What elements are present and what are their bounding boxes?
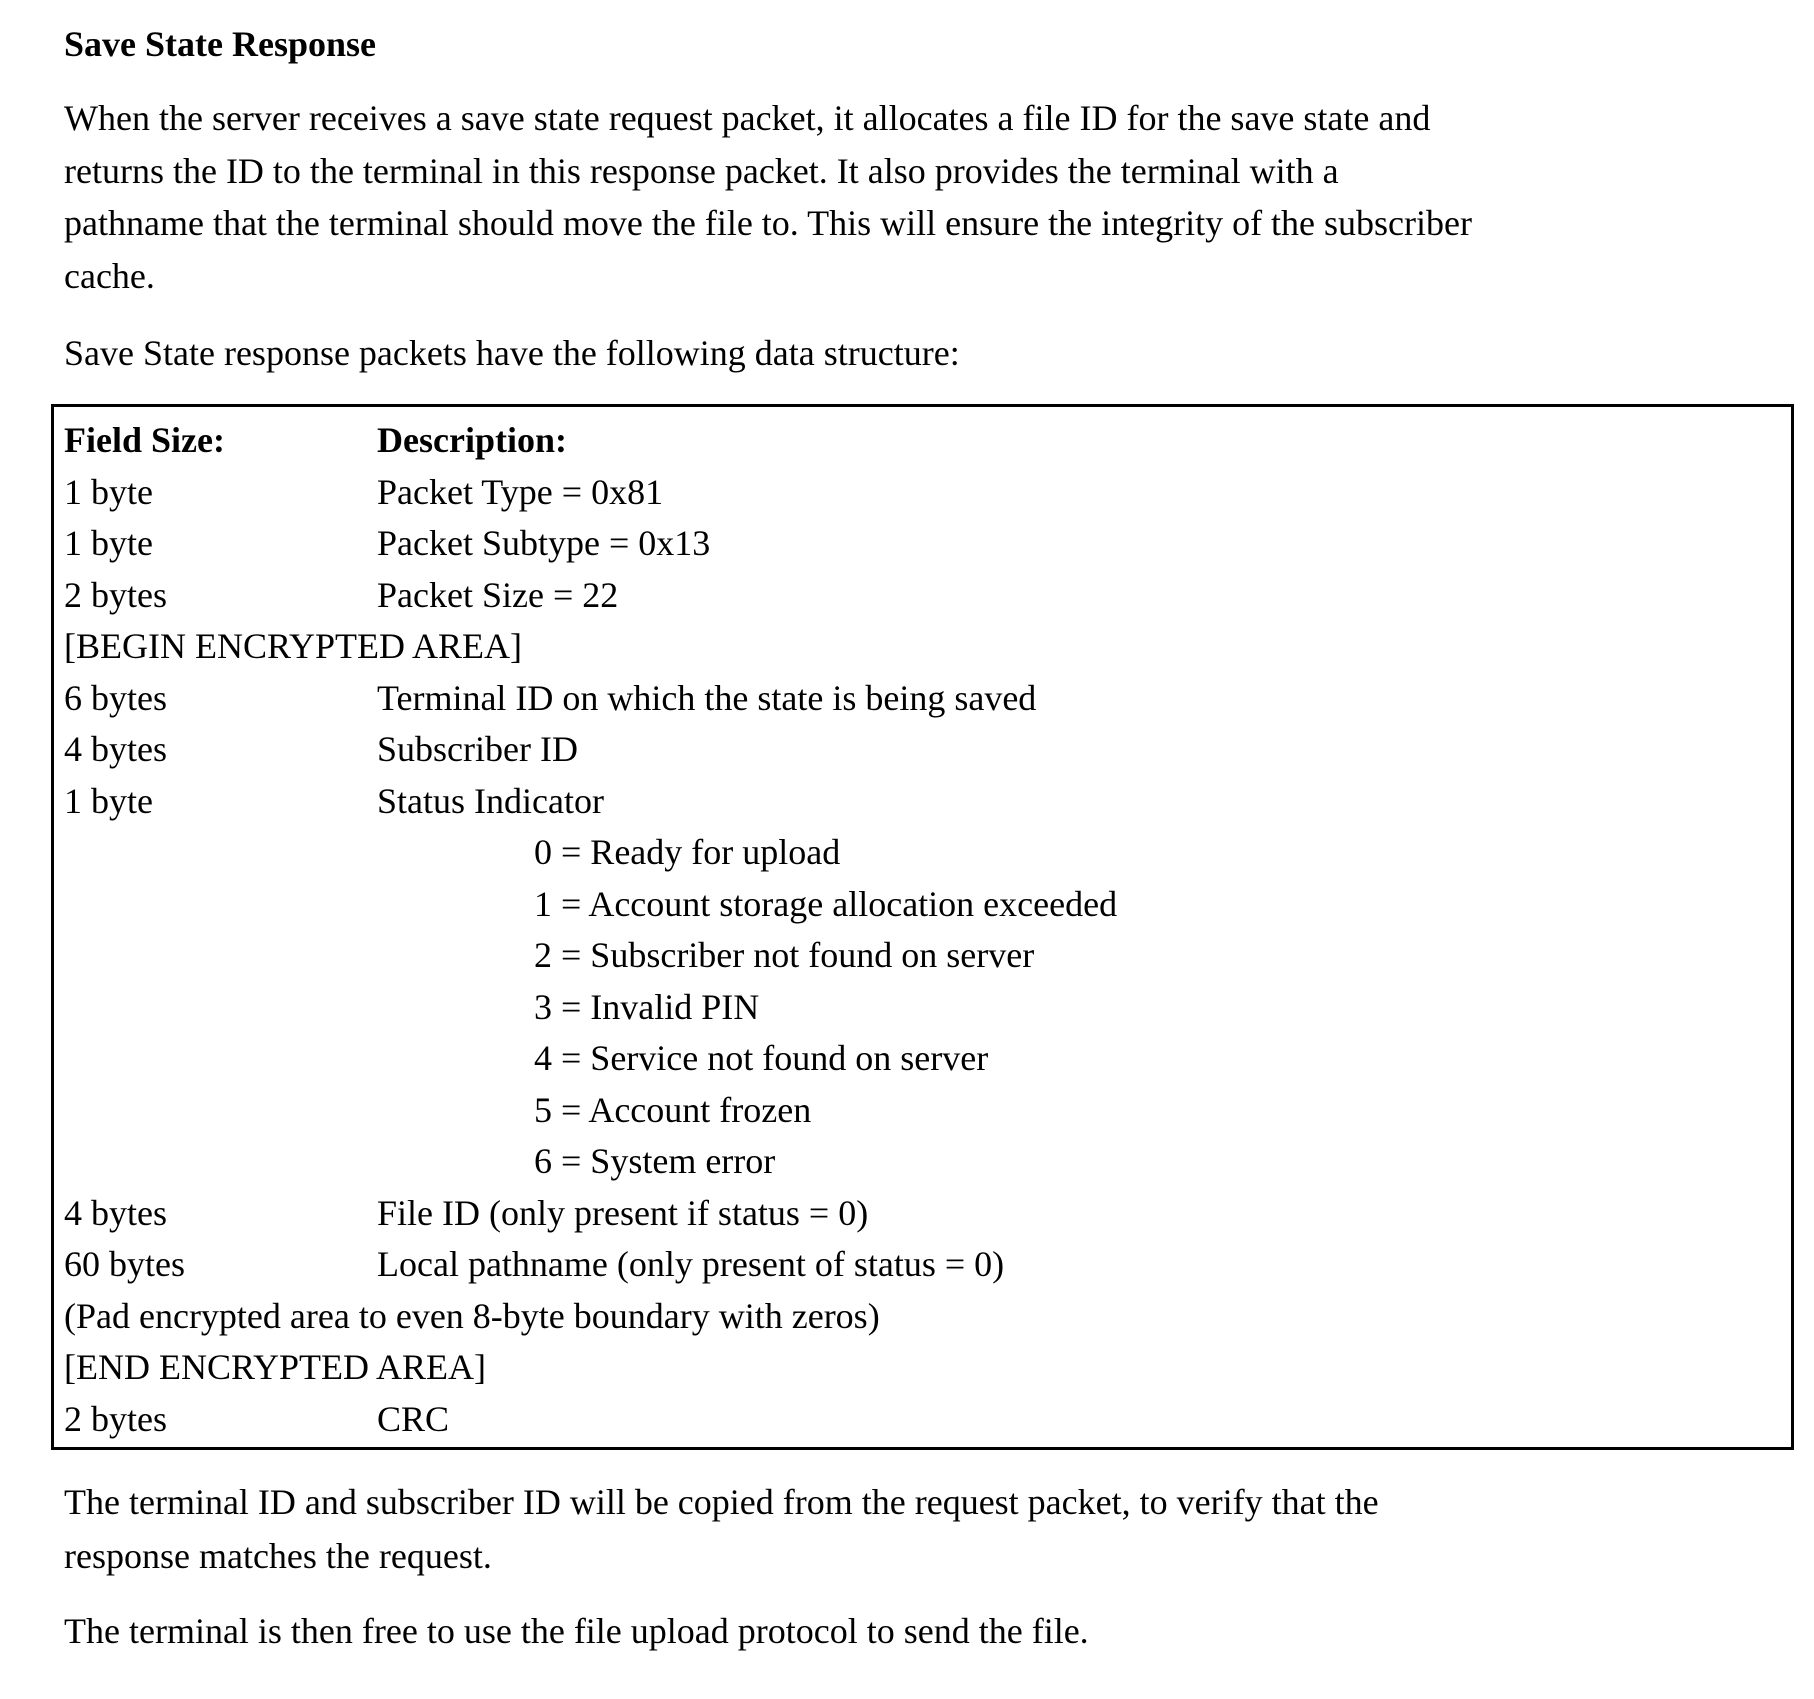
intro-line: returns the ID to the terminal in this response packet. It also provides the terminal with a bbox=[64, 153, 1339, 189]
outro-line: The terminal ID and subscriber ID will be copied from the request packet, to verify that the bbox=[64, 1484, 1379, 1520]
status-value: 2 = Subscriber not found on server bbox=[534, 930, 1034, 980]
field-size-cell: 4 bytes bbox=[64, 724, 167, 774]
field-size-cell: 2 bytes bbox=[64, 570, 167, 620]
field-size-cell: 2 bytes bbox=[64, 1394, 167, 1444]
structure-intro: Save State response packets have the following data structure: bbox=[64, 335, 960, 371]
description-cell: Local pathname (only present of status = 0) bbox=[377, 1239, 1004, 1289]
outro-line: response matches the request. bbox=[64, 1538, 492, 1574]
header-field-size: Field Size: bbox=[64, 415, 225, 465]
description-cell: Packet Subtype = 0x13 bbox=[377, 518, 710, 568]
description-cell: Packet Size = 22 bbox=[377, 570, 618, 620]
field-size-cell: 6 bytes bbox=[64, 673, 167, 723]
status-value: 6 = System error bbox=[534, 1136, 775, 1186]
field-size-cell: 1 byte bbox=[64, 518, 153, 568]
description-cell: File ID (only present if status = 0) bbox=[377, 1188, 868, 1238]
final-line: The terminal is then free to use the file upload protocol to send the file. bbox=[64, 1613, 1089, 1649]
header-description: Description: bbox=[377, 415, 567, 465]
field-size-cell: 1 byte bbox=[64, 467, 153, 517]
status-value: 1 = Account storage allocation exceeded bbox=[534, 879, 1117, 929]
table-note: [END ENCRYPTED AREA] bbox=[64, 1342, 486, 1392]
status-value: 3 = Invalid PIN bbox=[534, 982, 759, 1032]
field-size-cell: 4 bytes bbox=[64, 1188, 167, 1238]
status-value: 5 = Account frozen bbox=[534, 1085, 811, 1135]
intro-line: pathname that the terminal should move the file to. This will ensure the integrity of the subscriber bbox=[64, 205, 1472, 241]
description-cell: Status Indicator bbox=[377, 776, 604, 826]
description-cell: CRC bbox=[377, 1394, 449, 1444]
description-cell: Subscriber ID bbox=[377, 724, 578, 774]
packet-structure-table bbox=[51, 404, 1794, 1450]
field-size-cell: 1 byte bbox=[64, 776, 153, 826]
table-note: [BEGIN ENCRYPTED AREA] bbox=[64, 621, 522, 671]
intro-line: cache. bbox=[64, 258, 155, 294]
field-size-cell: 60 bytes bbox=[64, 1239, 185, 1289]
status-value: 4 = Service not found on server bbox=[534, 1033, 988, 1083]
section-heading: Save State Response bbox=[64, 26, 376, 62]
description-cell: Packet Type = 0x81 bbox=[377, 467, 663, 517]
table-note: (Pad encrypted area to even 8-byte boundary with zeros) bbox=[64, 1291, 880, 1341]
description-cell: Terminal ID on which the state is being saved bbox=[377, 673, 1036, 723]
intro-line: When the server receives a save state request packet, it allocates a file ID for the save state and bbox=[64, 100, 1430, 136]
status-value: 0 = Ready for upload bbox=[534, 827, 840, 877]
